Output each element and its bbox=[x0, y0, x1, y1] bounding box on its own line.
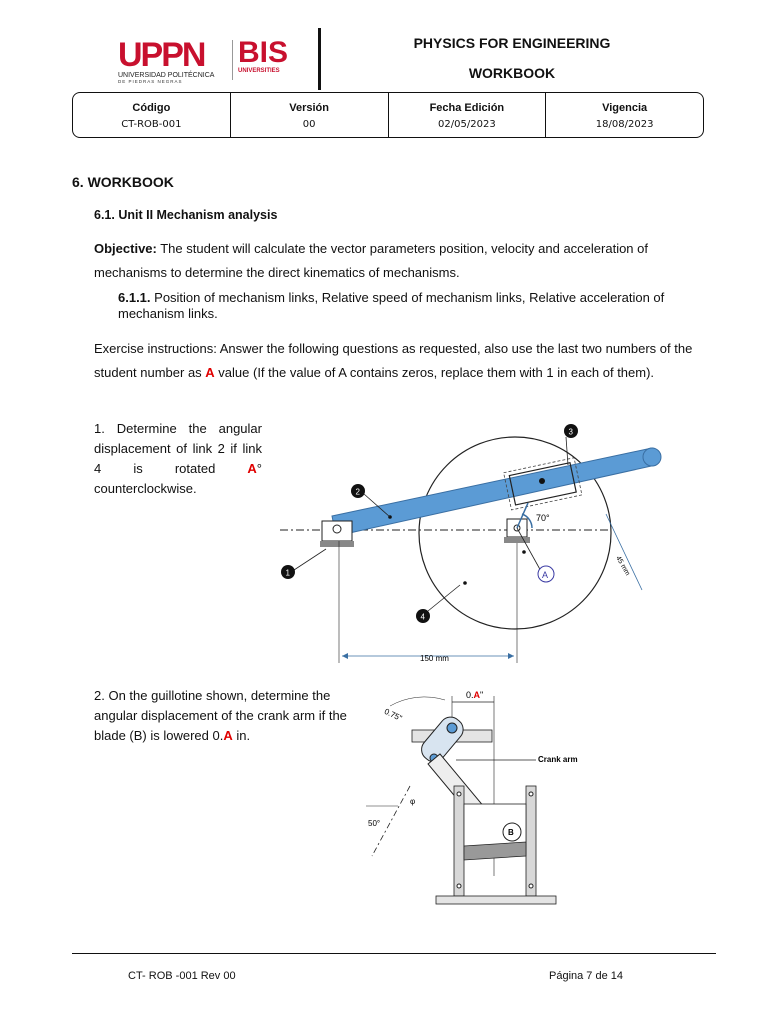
callout-line bbox=[294, 549, 326, 570]
dim-top-suffix: " bbox=[480, 690, 484, 700]
meta-label: Fecha Edición bbox=[429, 102, 505, 114]
callout-1-label: 1 bbox=[285, 568, 290, 578]
meta-value: 18/08/2023 bbox=[595, 119, 654, 130]
q2-text: 2. On the guillotine shown, determine the angular displacement of the crank arm if the blade (B) is lowered 0. bbox=[94, 688, 347, 743]
section-heading: 6. WORKBOOK bbox=[72, 174, 174, 190]
footer-page-number: Página 7 de 14 bbox=[549, 970, 624, 982]
objective-label: Objective: bbox=[94, 241, 157, 256]
crank-label: Crank arm bbox=[538, 755, 578, 764]
left-pivot-pin bbox=[333, 525, 341, 533]
question-2 bbox=[94, 686, 350, 746]
document-meta-table bbox=[72, 92, 704, 138]
instructions-text: Exercise instructions: Answer the following questions as requested, also use the last two numbers of the student number as bbox=[94, 341, 693, 380]
uppn-logo-subtitle2: DE PIEDRAS NEGRAS bbox=[118, 79, 183, 84]
footer-doc-code: CT- ROB -001 Rev 00 bbox=[128, 970, 236, 982]
q1-text: 1. Determine the angular displacement of link 2 if link 4 is rotated bbox=[94, 421, 262, 476]
angle-50-label: 50° bbox=[368, 819, 381, 828]
dim-top-label bbox=[466, 690, 483, 700]
left-ground-hatch bbox=[320, 541, 354, 547]
meta-label: Versión bbox=[289, 102, 329, 114]
base-plate bbox=[436, 896, 556, 904]
meta-fecha bbox=[389, 93, 547, 137]
instructions-paragraph bbox=[94, 337, 706, 385]
frame-left-post bbox=[454, 786, 464, 896]
instructions-text-end: value (If the value of A contains zeros, replace them with 1 in each of them). bbox=[214, 365, 655, 380]
marker-dot bbox=[463, 581, 467, 585]
footer-divider bbox=[72, 953, 716, 954]
unit-heading: 6.1. Unit II Mechanism analysis bbox=[94, 208, 278, 222]
frame-bolt bbox=[457, 884, 461, 888]
callout-3-label: 3 bbox=[568, 427, 573, 437]
dim-top-prefix: 0. bbox=[466, 690, 474, 700]
figure-1-mechanism bbox=[270, 415, 670, 670]
q2-text-end: in. bbox=[232, 728, 251, 743]
meta-vigencia bbox=[546, 93, 703, 137]
q1-a: A bbox=[247, 461, 257, 476]
subsection-label: 6.1.1. bbox=[118, 290, 151, 305]
meta-version bbox=[231, 93, 389, 137]
dim-075-arc bbox=[390, 697, 445, 706]
line-to-a bbox=[517, 528, 542, 573]
arrow-head bbox=[508, 653, 514, 659]
arrow-head bbox=[342, 653, 348, 659]
objective-paragraph bbox=[94, 237, 706, 285]
uppn-logo-word: UPPN bbox=[118, 36, 205, 74]
frame-bolt bbox=[529, 792, 533, 796]
meta-label: Vigencia bbox=[602, 102, 648, 114]
meta-value: CT-ROB-001 bbox=[121, 119, 182, 130]
dim-075-label: 0.75" bbox=[382, 706, 404, 723]
q1-text-end: ° counterclockwise. bbox=[94, 461, 262, 496]
subsection-item bbox=[118, 290, 706, 322]
meta-label: Código bbox=[132, 102, 171, 114]
instructions-a: A bbox=[205, 365, 215, 380]
question-1 bbox=[94, 419, 262, 499]
header-divider bbox=[318, 28, 321, 90]
meta-value: 02/05/2023 bbox=[438, 119, 496, 130]
uppn-logo-subtitle: UNIVERSIDAD POLITÉCNICA bbox=[118, 72, 215, 79]
callout-line bbox=[566, 437, 568, 465]
objective-text: The student will calculate the vector parameters position, velocity and acceleration of mechanisms to determine the direct kinematics of mechanisms. bbox=[94, 241, 648, 280]
right-ground-hatch bbox=[504, 537, 530, 543]
doc-title: PHYSICS FOR ENGINEERING bbox=[413, 35, 611, 51]
meta-value: 00 bbox=[302, 119, 316, 130]
dim-top-a: A bbox=[473, 690, 481, 700]
link-2-end bbox=[643, 448, 661, 466]
meta-codigo bbox=[73, 93, 231, 137]
dim-45-label: 45 mm bbox=[614, 554, 631, 577]
crank-pivot bbox=[447, 723, 457, 733]
q2-a: A bbox=[223, 728, 233, 743]
bis-logo-word: BIS bbox=[238, 36, 289, 69]
logo-separator bbox=[232, 40, 233, 80]
link-2-bar bbox=[332, 448, 656, 536]
callout-2-label: 2 bbox=[355, 487, 360, 497]
callout-4-label: 4 bbox=[420, 612, 425, 622]
marker-dot bbox=[522, 550, 526, 554]
angle-label: 70° bbox=[536, 513, 550, 523]
point-a-label: A bbox=[542, 570, 549, 580]
blade-label: B bbox=[508, 828, 514, 837]
phi-label: φ bbox=[410, 797, 416, 806]
subsection-text: Position of mechanism links, Relative speed of mechanism links, Relative acceleration of mechanism links. bbox=[118, 290, 665, 321]
callout-line bbox=[428, 585, 460, 611]
bis-logo bbox=[238, 38, 288, 74]
frame-bolt bbox=[529, 884, 533, 888]
figure-2-guillotine bbox=[360, 686, 620, 908]
slider-point bbox=[539, 478, 545, 484]
dim-45-line bbox=[606, 514, 642, 590]
frame-bolt bbox=[457, 792, 461, 796]
doc-subtitle: WORKBOOK bbox=[468, 65, 556, 81]
bis-logo-subtitle: UNIVERSITIES bbox=[238, 68, 280, 74]
frame-right-post bbox=[526, 786, 536, 896]
uppn-logo bbox=[118, 38, 230, 88]
dim-150-label: 150 mm bbox=[420, 654, 449, 663]
